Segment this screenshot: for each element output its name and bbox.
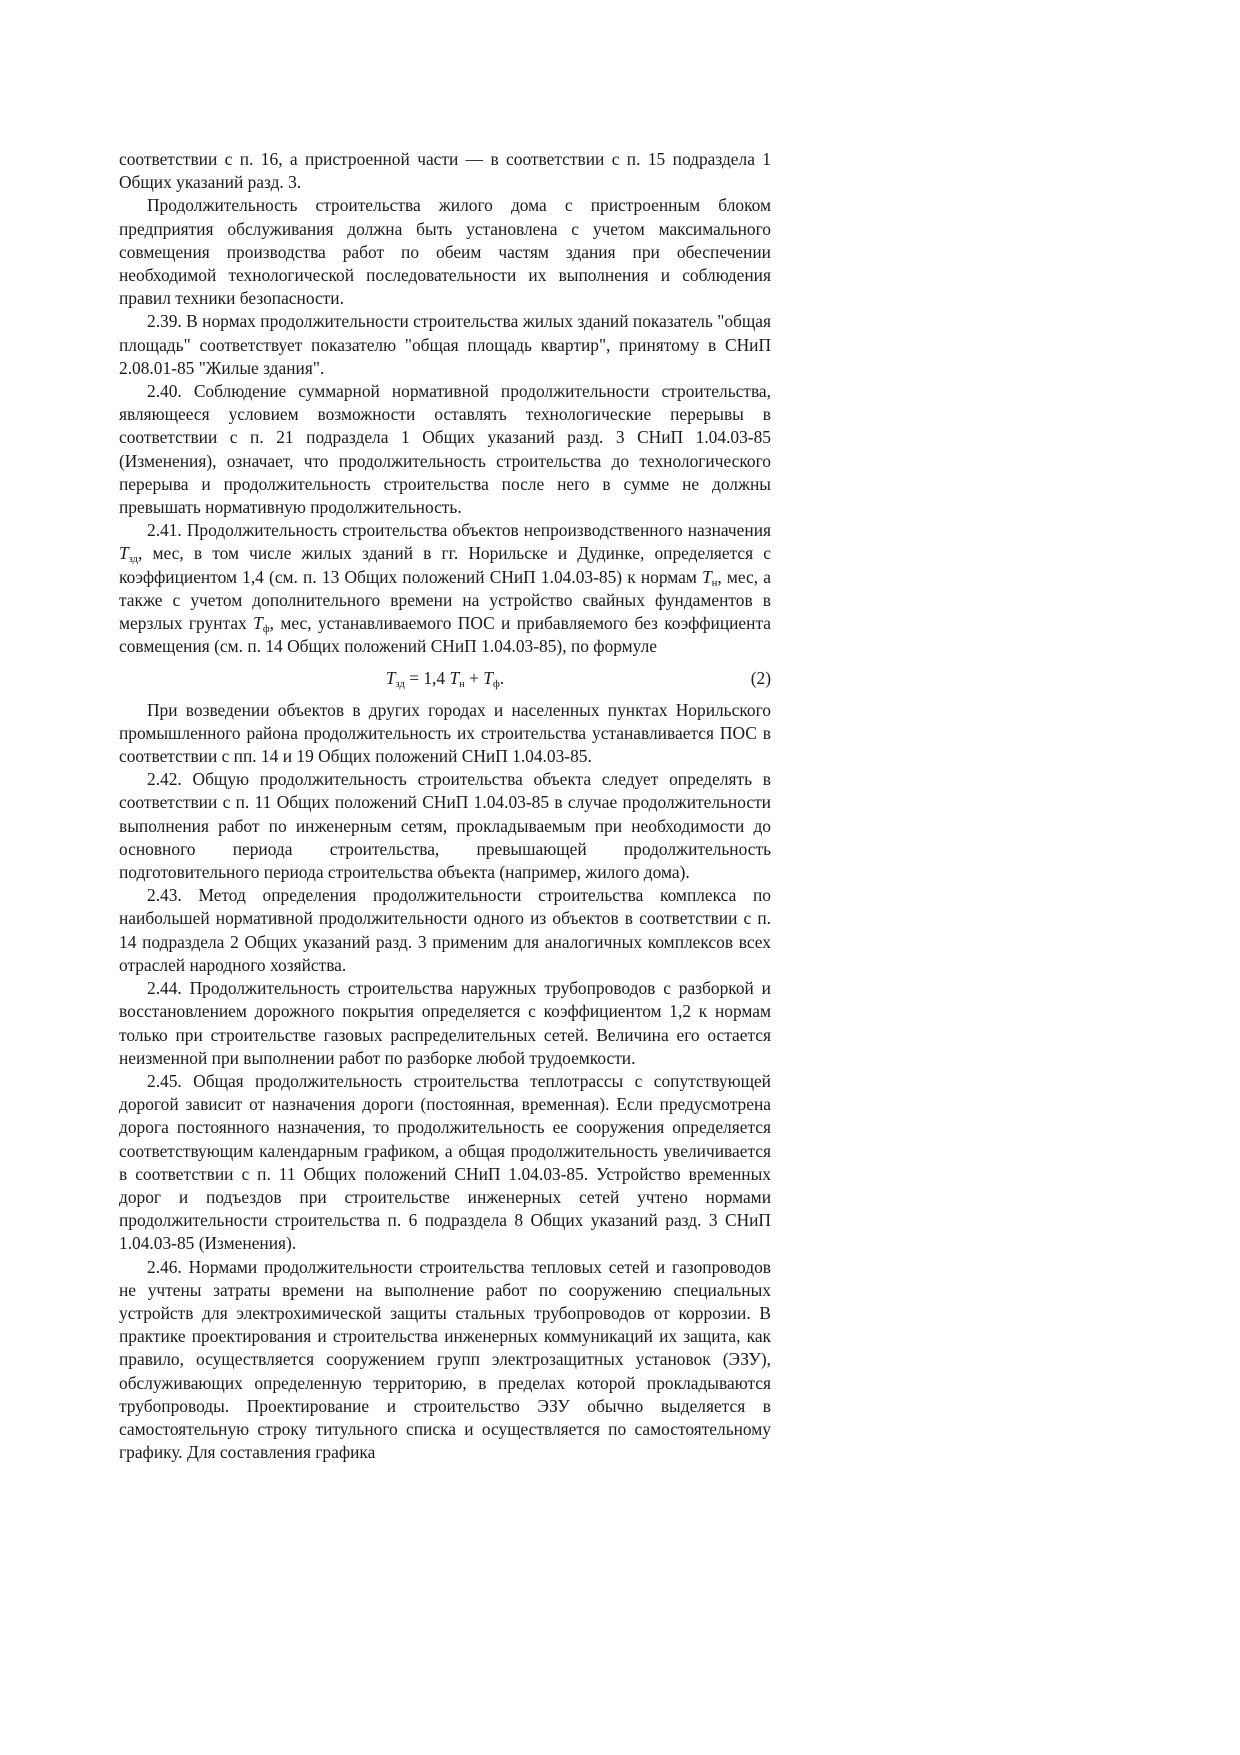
paragraph-2-45: 2.45. Общая продолжительность строительства теплотрассы с сопутствующей дорогой зависит от назначения дороги (постоянная, временная). Если предусмотрена дорога постоянного назначения, то продолжительность ее сооружения определяется соответствующим календарным графиком, а общая продолжительность увеличивается в соответствии с п. 11 Общих положений СНиП 1.04.03-85. Устройство временных дорог и подъездов при строительстве инженерных сетей учтено нормами продолжительности строительства п. 6 подраздела 8 Общих указаний разд. 3 СНиП 1.04.03-85 (Изменения). — [119, 1070, 771, 1254]
symbol-t-n: $T_н$ — [702, 566, 718, 589]
symbol-t-zd: $T_{зд}$ — [119, 543, 138, 566]
document-page — [119, 148, 771, 1464]
p241-text-4: , мес, устанавливаемого ПОС и прибавляемого без коэффициента совмещения (см. п. 14 Общих положений СНиП 1.04.03-85), по формуле — [119, 613, 771, 657]
symbol-t-f: $T_ф$ — [253, 613, 270, 636]
paragraph-2-39: 2.39. В нормах продолжительности строительства жилых зданий показатель "общая площадь" соответствует показателю "общая площадь квартир", принятому в СНиП 2.08.01-85 "Жилые здания". — [119, 311, 771, 378]
paragraph-2-40: 2.40. Соблюдение суммарной нормативной продолжительности строительства, являющееся условием возможности оставлять технологические перерывы в соответствии с п. 21 подраздела 1 Общих указаний разд. 3 СНиП 1.04.03-85 (Изменения), означает, что продолжительность строительства до технологического перерыва и продолжительность строительства после него в сумме не должны превышать нормативную продолжительность. — [119, 381, 771, 518]
paragraph-2-46: 2.46. Нормами продолжительности строительства тепловых сетей и газопроводов не учтены затраты времени на выполнение работ по сооружению специальных устройств для электрохимической защиты стальных трубопроводов от коррозии. В практике проектирования и строительства инженерных коммуникаций их защита, как правило, осуществляется сооружением групп электрозащитных установок (ЭЗУ), обслуживающих определенную территорию, в пределах которой прокладываются трубопроводы. Проектирование и строительство ЭЗУ обычно выделяется в самостоятельную строку титульного списка и осуществляется по самостоятельному графику. Для составления графика — [119, 1256, 771, 1463]
paragraph-2-42: 2.42. Общую продолжительность строительства объекта следует определять в соответствии с п. 11 Общих положений СНиП 1.04.03-85 в случае продолжительности выполнения работ по инженерным сетям, прокладываемым при необходимости до основного периода строительства, превышающей продолжительность подготовительного периода строительства объекта (например, жилого дома). — [119, 769, 771, 883]
p241-text-2: , мес, в том числе жилых зданий в гг. Норильске и Дудинке, определяется с коэффициентом 1,4 (см. п. 13 Общих положений СНиП 1.04.03-85) к нормам — [119, 543, 771, 587]
formula-2 — [119, 667, 771, 690]
paragraph-2-41 — [119, 519, 771, 658]
paragraph-2-44: 2.44. Продолжительность строительства наружных трубопроводов с разборкой и восстановлением дорожного покрытия определяется с коэффициентом 1,2 к нормам только при строительстве газовых распределительных сетей. Величина его остается неизменной при выполнении работ по разборке любой трудоемкости. — [119, 978, 771, 1068]
formula-expression: $T_{зд} = 1,4$ $T_н + T_ф$. — [385, 668, 505, 691]
paragraph-2-43: 2.43. Метод определения продолжительности строительства комплекса по наибольшей нормативной продолжительности одного из объектов в соответствии с п. 14 подраздела 2 Общих указаний разд. 3 применим для аналогичных комплексов всех отраслей народного хозяйства. — [119, 885, 771, 975]
p241-text-1: 2.41. Продолжительность строительства объектов непроизводственного назначения — [147, 520, 771, 541]
formula-number: (2) — [750, 668, 771, 689]
p241-text-3: , мес, а также с учетом дополнительного времени на устройство свайных фундаментов в мерзлых грунтах — [119, 566, 771, 634]
paragraph-continuation: соответствии с п. 16, а пристроенной части — в соответствии с п. 15 подраздела 1 Общих указаний разд. 3. — [119, 149, 771, 193]
paragraph-norilsk: При возведении объектов в других городах и населенных пунктах Норильского промышленного района продолжительность их строительства устанавливается ПОС в соответствии с пп. 14 и 19 Общих положений СНиП 1.04.03-85. — [119, 699, 771, 767]
paragraph-attached-block: Продолжительность строительства жилого дома с пристроенным блоком предприятия обслуживания должна быть установлена с учетом максимального совмещения производства работ по обеим частям здания при обеспечении необходимой технологической последовательности их выполнения и соблюдения правил техники безопасности. — [119, 195, 771, 309]
